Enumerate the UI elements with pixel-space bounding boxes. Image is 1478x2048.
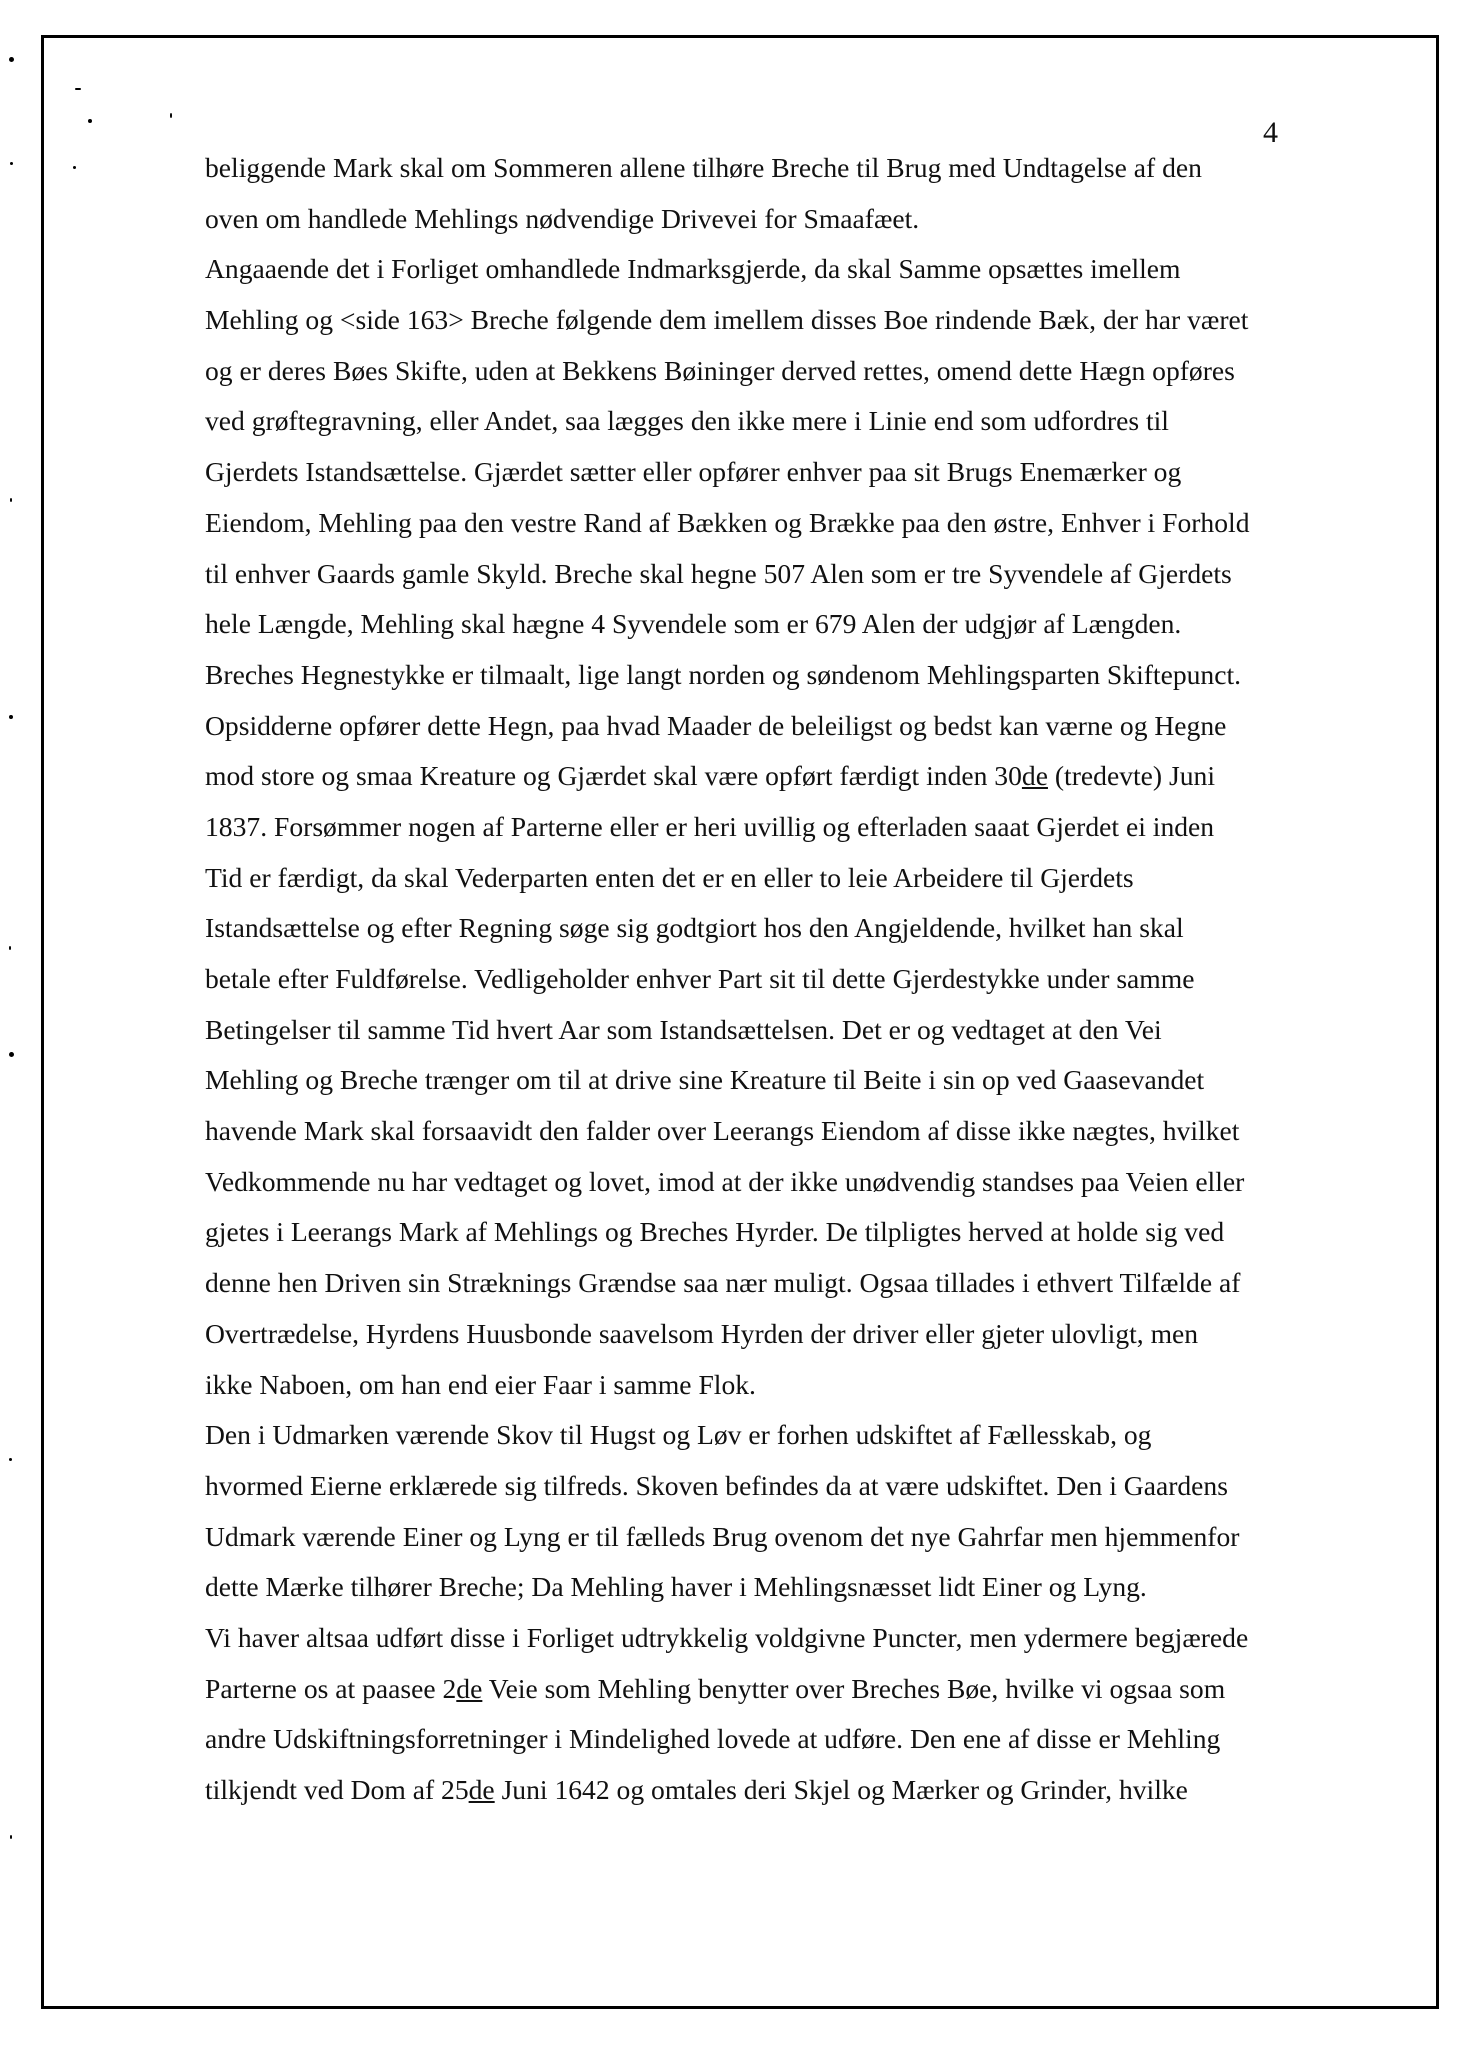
text-line [205, 1613, 1335, 1664]
underlined-ordinal-suffix: de [1021, 760, 1048, 792]
text-segment: Breches Hegnestykke er tilmaalt, lige langt norden og søndenom Mehlingsparten Skiftepunct. [205, 658, 1242, 690]
text-segment: hvormed Eierne erklærede sig tilfreds. Skoven befindes da at være udskiftet. Den i Gaardens [205, 1469, 1228, 1501]
text-segment: beliggende Mark skal om Sommeren allene tilhøre Breche til Brug med Undtagelse af den [205, 152, 1202, 183]
text-line [205, 244, 1335, 295]
scan-speck [9, 1052, 14, 1057]
text-line [205, 802, 1335, 853]
text-line [205, 751, 1335, 802]
text-segment: denne hen Driven sin Stræknings Grændse saa nær muligt. Ogsaa tillades i ethvert Tilfælde af [205, 1267, 1241, 1299]
scan-speck [170, 113, 172, 118]
underlined-ordinal-suffix: de [468, 1774, 495, 1805]
text-segment: mod store og smaa Kreature og Gjærdet skal være opført færdigt inden 30 [205, 760, 1022, 792]
text-segment: Angaaende det i Forliget omhandlede Indmarksgjerde, da skal Samme opsættes imellem [205, 253, 1181, 285]
text-line [205, 954, 1335, 1005]
text-line [205, 1309, 1335, 1360]
text-line [205, 1562, 1335, 1613]
text-line [205, 1207, 1335, 1258]
scan-speck [10, 162, 13, 165]
paragraph [205, 143, 1335, 244]
text-segment: (tredevte) Juni [1047, 760, 1215, 792]
text-segment: Gjerdets Istandsættelse. Gjærdet sætter eller opfører enhver paa sit Brugs Enemærker og [205, 456, 1182, 488]
text-segment: Veie som Mehling benytter over Breches Bøe, hvilke vi ogsaa som [482, 1672, 1226, 1704]
text-line [205, 903, 1335, 954]
paragraph [205, 1410, 1335, 1613]
text-segment: tilkjendt ved Dom af 25 [205, 1774, 469, 1805]
text-segment: Den i Udmarken værende Skov til Hugst og Løv er forhen udskiftet af Fællesskab, og [205, 1419, 1152, 1451]
scan-speck [9, 57, 14, 62]
text-segment: Mehling og Breche trænger om til at drive sine Kreature til Beite i sin op ved Gaasevandet [205, 1064, 1205, 1096]
text-line [205, 295, 1335, 346]
text-line [205, 599, 1335, 650]
text-segment: betale efter Fuldførelse. Vedligeholder enhver Part sit til dette Gjerdestykke under samme [205, 963, 1195, 994]
text-line [205, 1410, 1335, 1461]
text-line [205, 346, 1335, 397]
text-segment: til enhver Gaards gamle Skyld. Breche skal hegne 507 Alen som er tre Syvendele af Gjerdets [205, 557, 1232, 589]
text-line [205, 194, 1335, 245]
scan-speck [10, 498, 12, 502]
text-line [205, 701, 1335, 752]
scan-speck [9, 715, 13, 719]
text-segment: dette Mærke tilhører Breche; Da Mehling haver i Mehlingsnæsset lidt Einer og Lyng. [205, 1571, 1147, 1603]
text-line [205, 1461, 1335, 1512]
scan-speck [88, 119, 92, 123]
paragraph [205, 244, 1335, 1410]
text-segment: 1837. Forsømmer nogen af Parterne eller er heri uvillig og efterladen saaat Gjerdet ei inden [205, 810, 1215, 842]
text-line [205, 447, 1335, 498]
text-segment: Opsidderne opfører dette Hegn, paa hvad Maader de beleiligst og bedst kan værne og Hegne [205, 709, 1227, 741]
text-segment: havende Mark skal forsaavidt den falder over Leerangs Eiendom af disse ikke nægtes, hvilket [205, 1115, 1240, 1147]
text-line [205, 1005, 1335, 1056]
text-line [205, 1664, 1335, 1715]
text-line [205, 1360, 1335, 1411]
text-segment: ved grøftegravning, eller Andet, saa lægges den ikke mere i Linie end som udfordres til [205, 405, 1169, 437]
text-segment: Istandsættelse og efter Regning søge sig godtgiort hos den Angjeldende, hvilket han skal [205, 912, 1184, 944]
text-segment: Parterne os at paasee 2 [205, 1672, 457, 1704]
text-segment: oven om handlede Mehlings nødvendige Drivevei for Smaafæet. [205, 202, 920, 234]
text-segment: gjetes i Leerangs Mark af Mehlings og Breches Hyrder. De tilpligtes herved at holde sig ved [205, 1216, 1225, 1248]
text-segment: Vedkommende nu har vedtaget og lovet, imod at der ikke unødvendig standses paa Veien eller [205, 1165, 1245, 1197]
text-line [205, 143, 1335, 194]
text-line [205, 498, 1335, 549]
text-line [205, 549, 1335, 600]
scan-speck [73, 166, 76, 169]
document-body [205, 143, 1335, 1816]
scan-speck [10, 1835, 12, 1839]
paragraph [205, 1613, 1335, 1816]
text-segment: andre Udskiftningsforretninger i Mindelighed lovede at udføre. Den ene af disse er Mehling [205, 1723, 1221, 1755]
text-line [205, 853, 1335, 904]
text-segment: Overtrædelse, Hyrdens Huusbonde saavelsom Hyrden der driver eller gjeter ulovligt, men [205, 1317, 1199, 1349]
text-segment: Mehling og <side 163> Breche følgende dem imellem disses Boe rindende Bæk, der har været [205, 304, 1249, 336]
text-segment: Udmark værende Einer og Lyng er til fælleds Brug ovenom det nye Gahrfar men hjemmenfor [205, 1520, 1240, 1552]
text-line [205, 1714, 1335, 1765]
text-segment: ikke Naboen, om han end eier Faar i samme Flok. [205, 1368, 756, 1400]
scan-speck [9, 946, 11, 950]
text-segment: hele Længde, Mehling skal hægne 4 Syvendele som er 679 Alen der udgjør af Længden. [205, 608, 1182, 640]
text-line [205, 1258, 1335, 1309]
text-line [205, 1512, 1335, 1563]
page-number: 4 [1263, 116, 1278, 149]
text-segment: og er deres Bøes Skifte, uden at Bekkens Bøininger derved rettes, omend dette Hægn opføres [205, 354, 1235, 386]
text-segment: Betingelser til samme Tid hvert Aar som Istandsættelsen. Det er og vedtaget at den Vei [205, 1013, 1162, 1045]
text-segment: Vi haver altsaa udført disse i Forliget udtrykkelig voldgivne Puncter, men ydermere begjærede [205, 1621, 1249, 1653]
text-line [205, 1055, 1335, 1106]
scan-speck [75, 88, 81, 90]
text-line [205, 650, 1335, 701]
text-line [205, 396, 1335, 447]
text-segment: Tid er færdigt, da skal Vederparten enten det er en eller to leie Arbeidere til Gjerdets [205, 861, 1134, 893]
text-segment: Eiendom, Mehling paa den vestre Rand af Bækken og Brække paa den østre, Enhver i Forhold [205, 506, 1250, 538]
text-line [205, 1106, 1335, 1157]
text-line [205, 1765, 1335, 1816]
text-line [205, 1157, 1335, 1208]
scan-speck [9, 1458, 12, 1461]
underlined-ordinal-suffix: de [456, 1672, 483, 1704]
text-segment: Juni 1642 og omtales deri Skjel og Mærker og Grinder, hvilke [494, 1774, 1188, 1805]
